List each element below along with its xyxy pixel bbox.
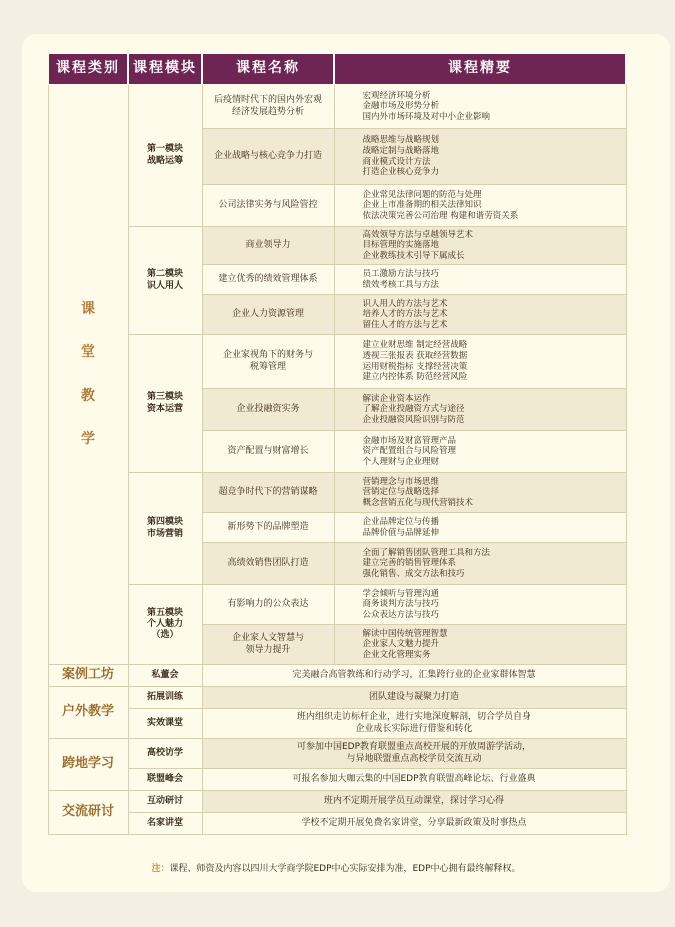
category-char: 学: [81, 431, 95, 447]
course-name: [202, 335, 334, 389]
course-summary: [334, 389, 626, 431]
summary-line: 企业家人文魅力提升: [362, 639, 440, 650]
course-name-line: 新形势下的品牌塑造: [227, 521, 309, 532]
header-category: 课程类别: [48, 54, 128, 85]
summary-line: 建立完善的销售管理体系: [362, 558, 457, 569]
module-title-line: 资本运营: [146, 403, 183, 414]
summary-line: 企业教练技术引导下属成长: [362, 250, 465, 261]
course-summary: [334, 335, 626, 389]
course-summary: [334, 585, 626, 625]
table-row: [48, 769, 626, 791]
summary-line: 学会倾听与管理沟通: [362, 588, 440, 599]
footnote-text: 课程、师资及内容以四川大学商学院EDP中心实际安排为准，EDP中心拥有最终解释权。: [169, 864, 521, 874]
summary-line: 培养人才的方法与艺术: [362, 309, 448, 320]
course-name: [202, 295, 334, 335]
course-summary: [334, 513, 626, 543]
course-name: [202, 389, 334, 431]
module-label: 互动研讨: [128, 791, 202, 813]
summary-line: 企业品牌定位与传播: [362, 516, 440, 527]
course-name-line: 有影响力的公众表达: [227, 598, 309, 609]
summary-line: 宏观经济环境分析: [362, 90, 431, 101]
summary-line: 绩效考核工具与方法: [362, 279, 440, 290]
description-line: 完美融合高管教练和行动学习，汇集跨行业的企业家群体智慧: [292, 669, 536, 680]
module-title-line: 战略运筹: [146, 155, 183, 166]
course-name-line: 高绩效销售团队打造: [227, 557, 309, 568]
course-name-line: 企业人力资源管理: [231, 308, 304, 319]
course-summary: [334, 295, 626, 335]
course-name-line: 建立优秀的绩效管理体系: [218, 273, 318, 284]
course-summary: [334, 129, 626, 185]
description-line: 学校不定期开展免费名家讲堂，分享最新政策及时事热点: [301, 817, 527, 828]
summary-line: 目标管理的实施落地: [362, 240, 440, 251]
module-label: 联盟峰会: [128, 769, 202, 791]
table-row: [48, 813, 626, 835]
row-description: [202, 709, 626, 739]
summary-line: 打造企业核心竞争力: [362, 167, 440, 178]
course-name-line: 超竞争时代下的营销谋略: [218, 486, 318, 497]
summary-line: 战略定制与战略落地: [362, 145, 440, 156]
summary-line: 个人理财与企业理财: [362, 456, 440, 467]
course-name-line: 企业家人文智慧与: [231, 633, 304, 644]
curriculum-table: [47, 53, 627, 835]
table-row: [48, 791, 626, 813]
category-exchange: 交流研讨: [48, 791, 128, 835]
summary-line: 了解企业投融资方式与途径: [362, 404, 465, 415]
row-description: [202, 687, 626, 709]
module-title-line: 市场营销: [146, 528, 183, 539]
course-name-line: 经济发展趋势分析: [231, 106, 304, 117]
course-summary: [334, 473, 626, 513]
course-summary: [334, 431, 626, 473]
course-name: [202, 625, 334, 665]
course-name-line: 企业战略与核心竞争力打造: [213, 150, 322, 161]
summary-line: 资产配置组合与风险管理: [362, 446, 457, 457]
category-classroom: [48, 85, 128, 665]
course-name: [202, 473, 334, 513]
summary-line: 品牌价值与品牌延伸: [362, 527, 440, 538]
module-talent: [128, 227, 202, 335]
page-top-band: [0, 0, 675, 34]
course-name-line: 领导力提升: [245, 644, 291, 655]
header-course-summary: 课程精要: [334, 54, 626, 85]
summary-line: 建立业财思维 制定经营战略: [362, 340, 468, 351]
table-row: [48, 335, 626, 389]
summary-line: 透视三张报表 获取经营数据: [362, 350, 468, 361]
summary-line: 解读中国传统管理智慧: [362, 628, 448, 639]
course-summary: [334, 265, 626, 295]
course-name-line: 公司法律实务与风险管控: [218, 199, 318, 210]
row-description: [202, 813, 626, 835]
description-line: 与异地联盟重点高校学员交流互动: [346, 753, 482, 764]
summary-line: 强化销售、成交方法和技巧: [362, 568, 465, 579]
module-label: 名家讲堂: [128, 813, 202, 835]
summary-line: 全面了解销售团队管理工具和方法: [362, 547, 491, 558]
summary-line: 金融市场及财富管理产品: [362, 435, 457, 446]
course-summary: [334, 85, 626, 129]
course-name-line: 资产配置与财富增长: [227, 445, 309, 456]
module-title-line: （选）: [151, 630, 179, 641]
category-cross-region: 跨地学习: [48, 739, 128, 791]
module-strategy: [128, 85, 202, 227]
module-title-line: 第一模块: [146, 144, 183, 155]
table-row: [48, 85, 626, 129]
table-row: [48, 473, 626, 513]
table-header-row: [48, 54, 626, 85]
summary-line: 企业常见法律问题的防范与处理: [362, 189, 482, 200]
course-name-line: 企业家视角下的财务与: [222, 350, 313, 361]
course-name: [202, 543, 334, 585]
summary-line: 商业模式设计方法: [362, 156, 431, 167]
category-case-workshop: 案例工坊: [48, 665, 128, 687]
category-char: 堂: [81, 344, 95, 360]
course-summary: [334, 543, 626, 585]
header-module: 课程模块: [128, 54, 202, 85]
description-line: 班内组织走访标杆企业，进行实地深度解剖，切合学员自身: [296, 712, 531, 723]
course-name-line: 后疫情时代下的国内外宏观: [213, 95, 322, 106]
table-row: [48, 585, 626, 625]
summary-line: 运用财税指标 支撑经营决策: [362, 361, 468, 372]
summary-line: 企业文化管理实务: [362, 649, 431, 660]
summary-line: 建立内控体系 防范经营风险: [362, 372, 468, 383]
module-title-line: 第四模块: [146, 517, 183, 528]
module-capital: [128, 335, 202, 473]
module-label: 拓展训练: [128, 687, 202, 709]
course-name-line: 税筹管理: [249, 361, 286, 372]
module-marketing: [128, 473, 202, 585]
module-charisma: [128, 585, 202, 665]
summary-line: 战略思维与战略规划: [362, 135, 440, 146]
table-row: [48, 709, 626, 739]
course-name-line: 企业投融资实务: [236, 403, 300, 414]
module-label: 高校访学: [128, 739, 202, 769]
row-description: [202, 665, 626, 687]
course-name: [202, 129, 334, 185]
row-description: [202, 769, 626, 791]
course-name: [202, 513, 334, 543]
course-name: [202, 431, 334, 473]
description-line: 可参加中国EDP教育联盟重点高校开展的开放周游学活动，: [296, 742, 532, 753]
course-name: [202, 85, 334, 129]
course-name: [202, 585, 334, 625]
summary-line: 解读企业资本运作: [362, 393, 431, 404]
summary-line: 概念营销五化与现代营销技术: [362, 497, 474, 508]
course-summary: [334, 625, 626, 665]
category-char: 课: [81, 300, 95, 317]
module-title-line: 第二模块: [146, 269, 183, 280]
summary-line: 高效领导方法与卓越领导艺术: [362, 229, 474, 240]
summary-line: 营销理念与市场思维: [362, 476, 440, 487]
table-row: [48, 687, 626, 709]
summary-line: 商务谈判方法与技巧: [362, 599, 440, 610]
summary-line: 金融市场及形势分析: [362, 101, 440, 112]
category-outdoor: 户外教学: [48, 687, 128, 739]
summary-line: 识人用人的方法与艺术: [362, 298, 448, 309]
summary-line: 国内外市场环境及对中小企业影响: [362, 111, 491, 122]
description-line: 企业成长实际进行借鉴和转化: [355, 723, 473, 734]
summary-line: 企业上市准备期的相关法律知识: [362, 200, 482, 211]
category-char: 教: [81, 387, 95, 404]
table-row: [48, 739, 626, 769]
table-row: [48, 665, 626, 687]
course-name-line: 商业领导力: [245, 239, 291, 250]
course-name: [202, 227, 334, 265]
course-summary: [334, 185, 626, 227]
module-title-line: 识人用人: [146, 280, 183, 291]
course-name: [202, 265, 334, 295]
footnote: [47, 861, 625, 874]
summary-line: 公众表达方法与技巧: [362, 609, 440, 620]
table-row: [48, 227, 626, 265]
module-title-line: 第五模块: [146, 607, 183, 618]
description-line: 团队建设与凝聚力打造: [368, 691, 459, 702]
course-name: [202, 185, 334, 227]
module-label: 实效课堂: [128, 709, 202, 739]
description-line: 班内不定期开展学员互动课堂，探讨学习心得: [323, 795, 504, 806]
module-title-line: 第三模块: [146, 392, 183, 403]
summary-line: 员工激励方法与技巧: [362, 268, 440, 279]
summary-line: 企业投融资风险识别与防范: [362, 414, 465, 425]
course-summary: [334, 227, 626, 265]
row-description: [202, 791, 626, 813]
module-title-line: 个人魅力: [146, 618, 183, 629]
summary-line: 留住人才的方法与艺术: [362, 319, 448, 330]
header-course-name: 课程名称: [202, 54, 334, 85]
module-label: 私董会: [128, 665, 202, 687]
description-line: 可报名参加大咖云集的中国EDP教育联盟高峰论坛、行业盛典: [292, 773, 536, 784]
footnote-label: 注：: [151, 864, 170, 874]
summary-line: 依法决策完善公司治理 构建和谐劳资关系: [362, 210, 519, 221]
summary-line: 营销定位与战略选择: [362, 487, 440, 498]
row-description: [202, 739, 626, 769]
